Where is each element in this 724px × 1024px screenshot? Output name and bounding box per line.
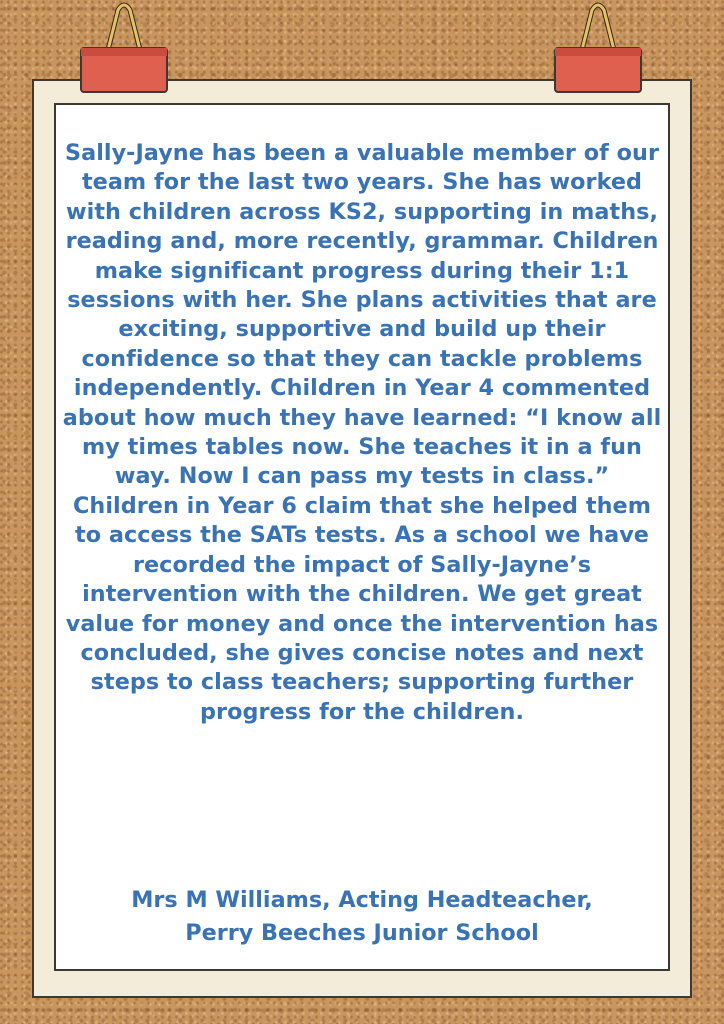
attribution-school: Perry Beeches Junior School — [185, 920, 539, 946]
binder-clip-icon — [552, 0, 644, 100]
attribution-name-title: Mrs M Williams, Acting Headteacher, — [131, 887, 593, 913]
attribution — [62, 884, 662, 950]
testimonial-text: Sally-Jayne has been a valuable member of our team for the last two years. She has worked with children across KS2, supporting in maths, reading and, more recently, grammar. Children make significant progress during their 1:1 sessions with her. She plans activities that are exciting, supportive and build up their confidence so that they can tackle problems independently. Children in Year 4 commented about how much they have learned: “I know all my times tables now. She teaches it in a fun way. Now I can pass my tests in class.” Children in Year 6 claim that she helped them to access the SATs tests. As a school we have recorded the impact of Sally-Jayne’s intervention with the children. We get great value for money and once the intervention has concluded, she gives concise notes and next steps to class teachers; supporting further progress for the children. — [62, 140, 662, 725]
binder-clip-icon — [78, 0, 170, 100]
